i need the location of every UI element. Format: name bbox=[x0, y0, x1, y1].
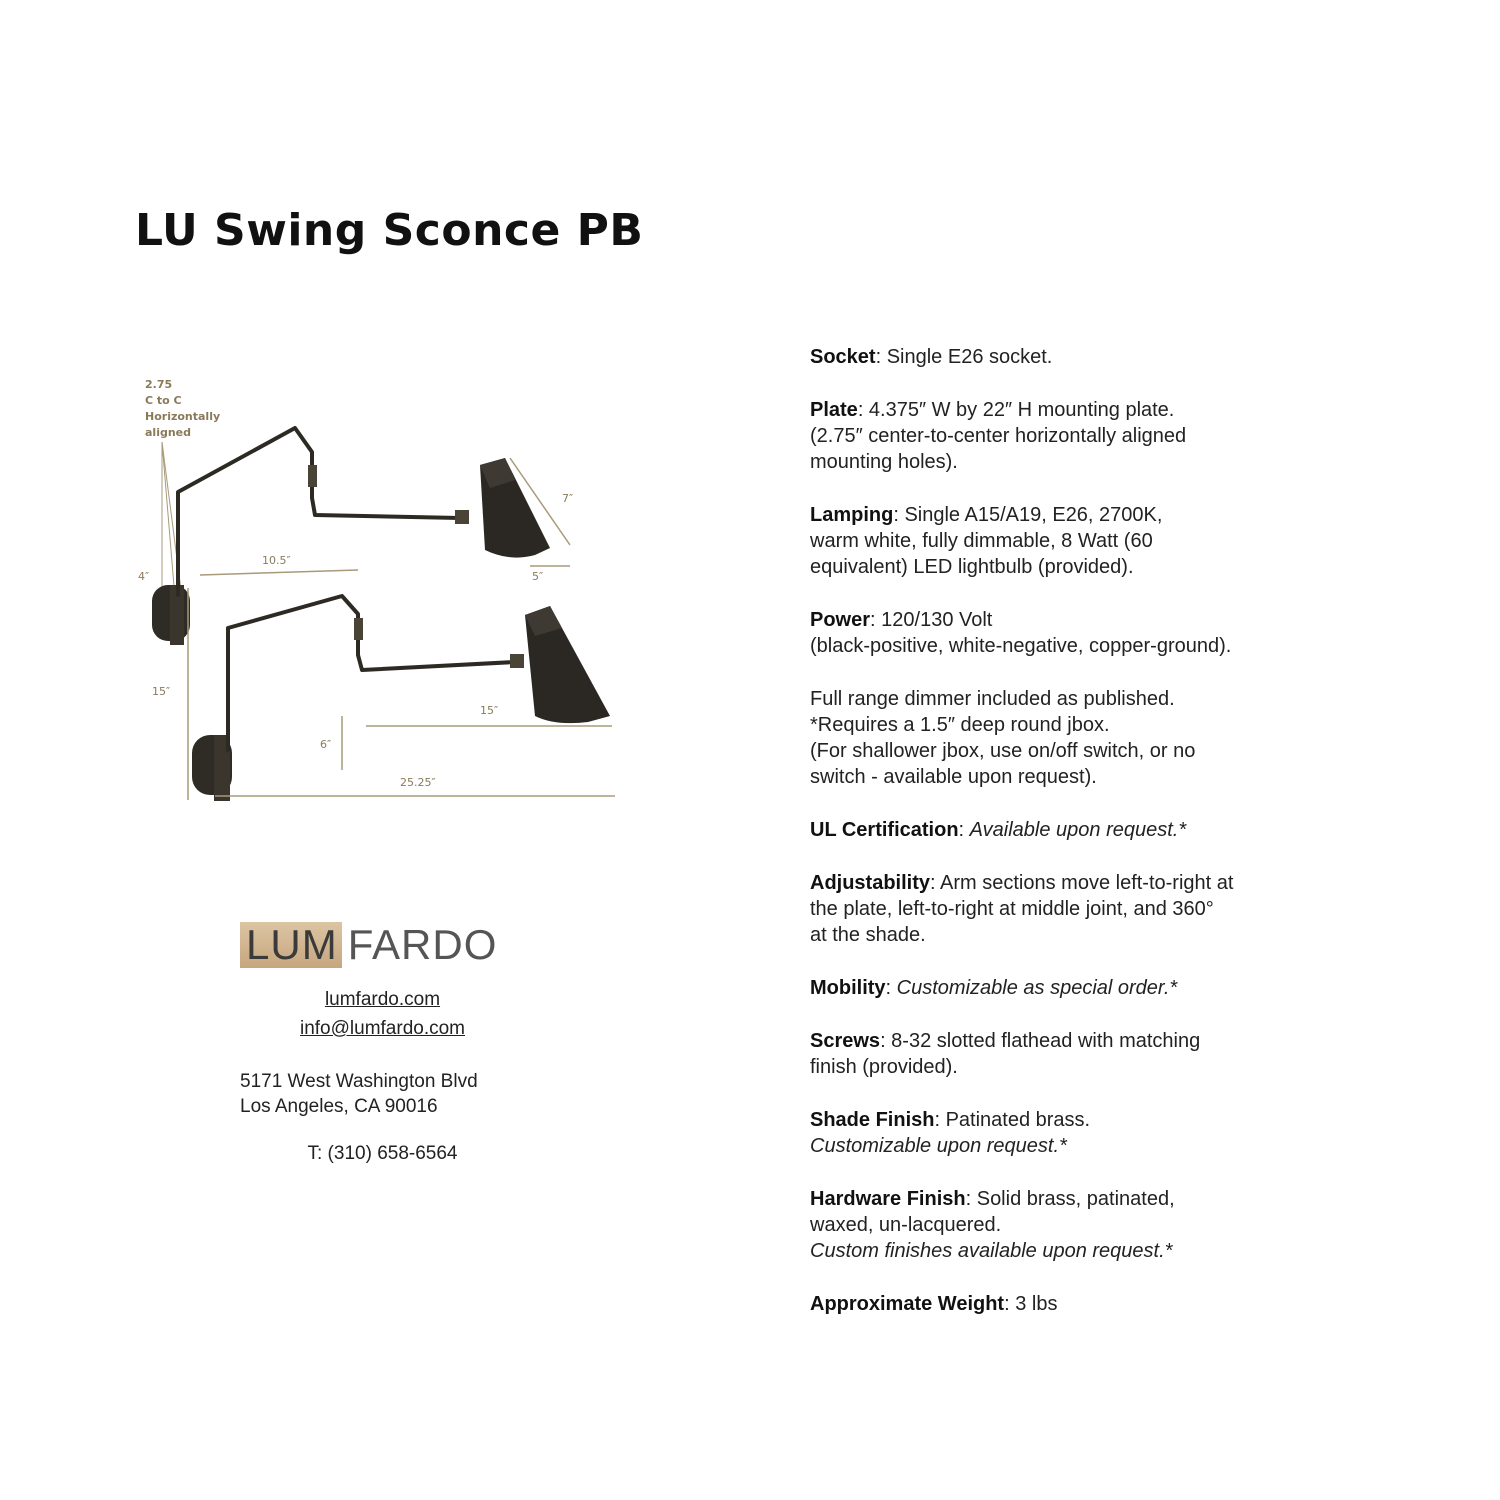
spec-hardware-finish: Hardware Finish: Solid brass, patinated, waxed, un-lacquered. Custom finishes available upon request.* bbox=[810, 1188, 1175, 1262]
spec-weight: Approximate Weight: 3 lbs bbox=[810, 1293, 1058, 1315]
holes-note-line1: 2.75 bbox=[145, 378, 173, 391]
dim-arm-upper: 10.5″ bbox=[262, 554, 291, 567]
phone: T: (310) 658-6564 bbox=[307, 1143, 458, 1164]
spec-ul-certification: UL Certification: Available upon request.* bbox=[810, 819, 1187, 841]
website-link[interactable]: lumfardo.com bbox=[324, 989, 441, 1010]
dim-shade-width: 5″ bbox=[532, 570, 544, 583]
dim-shade-height: 7″ bbox=[562, 492, 574, 505]
dim-total-height: 15″ bbox=[152, 685, 171, 698]
spec-adjustability: Adjustability: Arm sections move left-to-right at the plate, left-to-right at middle joint, and 360° at the shade. bbox=[810, 872, 1234, 946]
address-line1: 5171 West Washington Blvd bbox=[240, 1071, 478, 1092]
logo-part2: FARDO bbox=[347, 921, 498, 968]
holes-note-line2: C to C bbox=[145, 394, 182, 407]
spec-plate: Plate: 4.375″ W by 22″ H mounting plate. (2.75″ center-to-center horizontally aligned mounting holes). bbox=[810, 399, 1187, 473]
dim-total-extension: 25.25″ bbox=[400, 776, 436, 789]
email-link[interactable]: info@lumfardo.com bbox=[299, 1018, 466, 1039]
spec-lamping: Lamping: Single A15/A19, E26, 2700K, warm white, fully dimmable, 8 Watt (60 equivalent) LED lightbulb (provided). bbox=[810, 504, 1163, 578]
spec-screws: Screws: 8-32 slotted flathead with matching finish (provided). bbox=[810, 1030, 1201, 1078]
dim-plate-height: 4″ bbox=[138, 570, 150, 583]
upper-sconce bbox=[152, 428, 550, 645]
sconce-dimension-diagram bbox=[130, 370, 630, 810]
address bbox=[240, 1069, 525, 1119]
spec-mobility: Mobility: Customizable as special order.* bbox=[810, 977, 1178, 999]
holes-note-line3: Horizontally bbox=[145, 410, 221, 423]
address-line2: Los Angeles, CA 90016 bbox=[240, 1096, 438, 1117]
logo-part1: LUM bbox=[240, 922, 342, 968]
spec-socket: Socket: Single E26 socket. bbox=[810, 346, 1053, 368]
spec-power: Power: 120/130 Volt (black-positive, white-negative, copper-ground). bbox=[810, 609, 1232, 657]
spec-list bbox=[810, 344, 1270, 1344]
lumfardo-logo bbox=[240, 922, 497, 968]
holes-note-line4: aligned bbox=[145, 426, 192, 439]
lower-sconce bbox=[192, 596, 610, 801]
page-title: LU Swing Sconce PB bbox=[135, 205, 644, 256]
dim-arm-lower: 15″ bbox=[480, 704, 499, 717]
spec-dimmer: Full range dimmer included as published. *Requires a 1.5″ deep round jbox. (For shallower jbox, use on/off switch, or no switch - available upon request). bbox=[810, 688, 1196, 788]
dim-drop: 6″ bbox=[320, 738, 332, 751]
spec-shade-finish: Shade Finish: Patinated brass. Customizable upon request.* bbox=[810, 1109, 1091, 1157]
contact-block bbox=[240, 985, 525, 1166]
